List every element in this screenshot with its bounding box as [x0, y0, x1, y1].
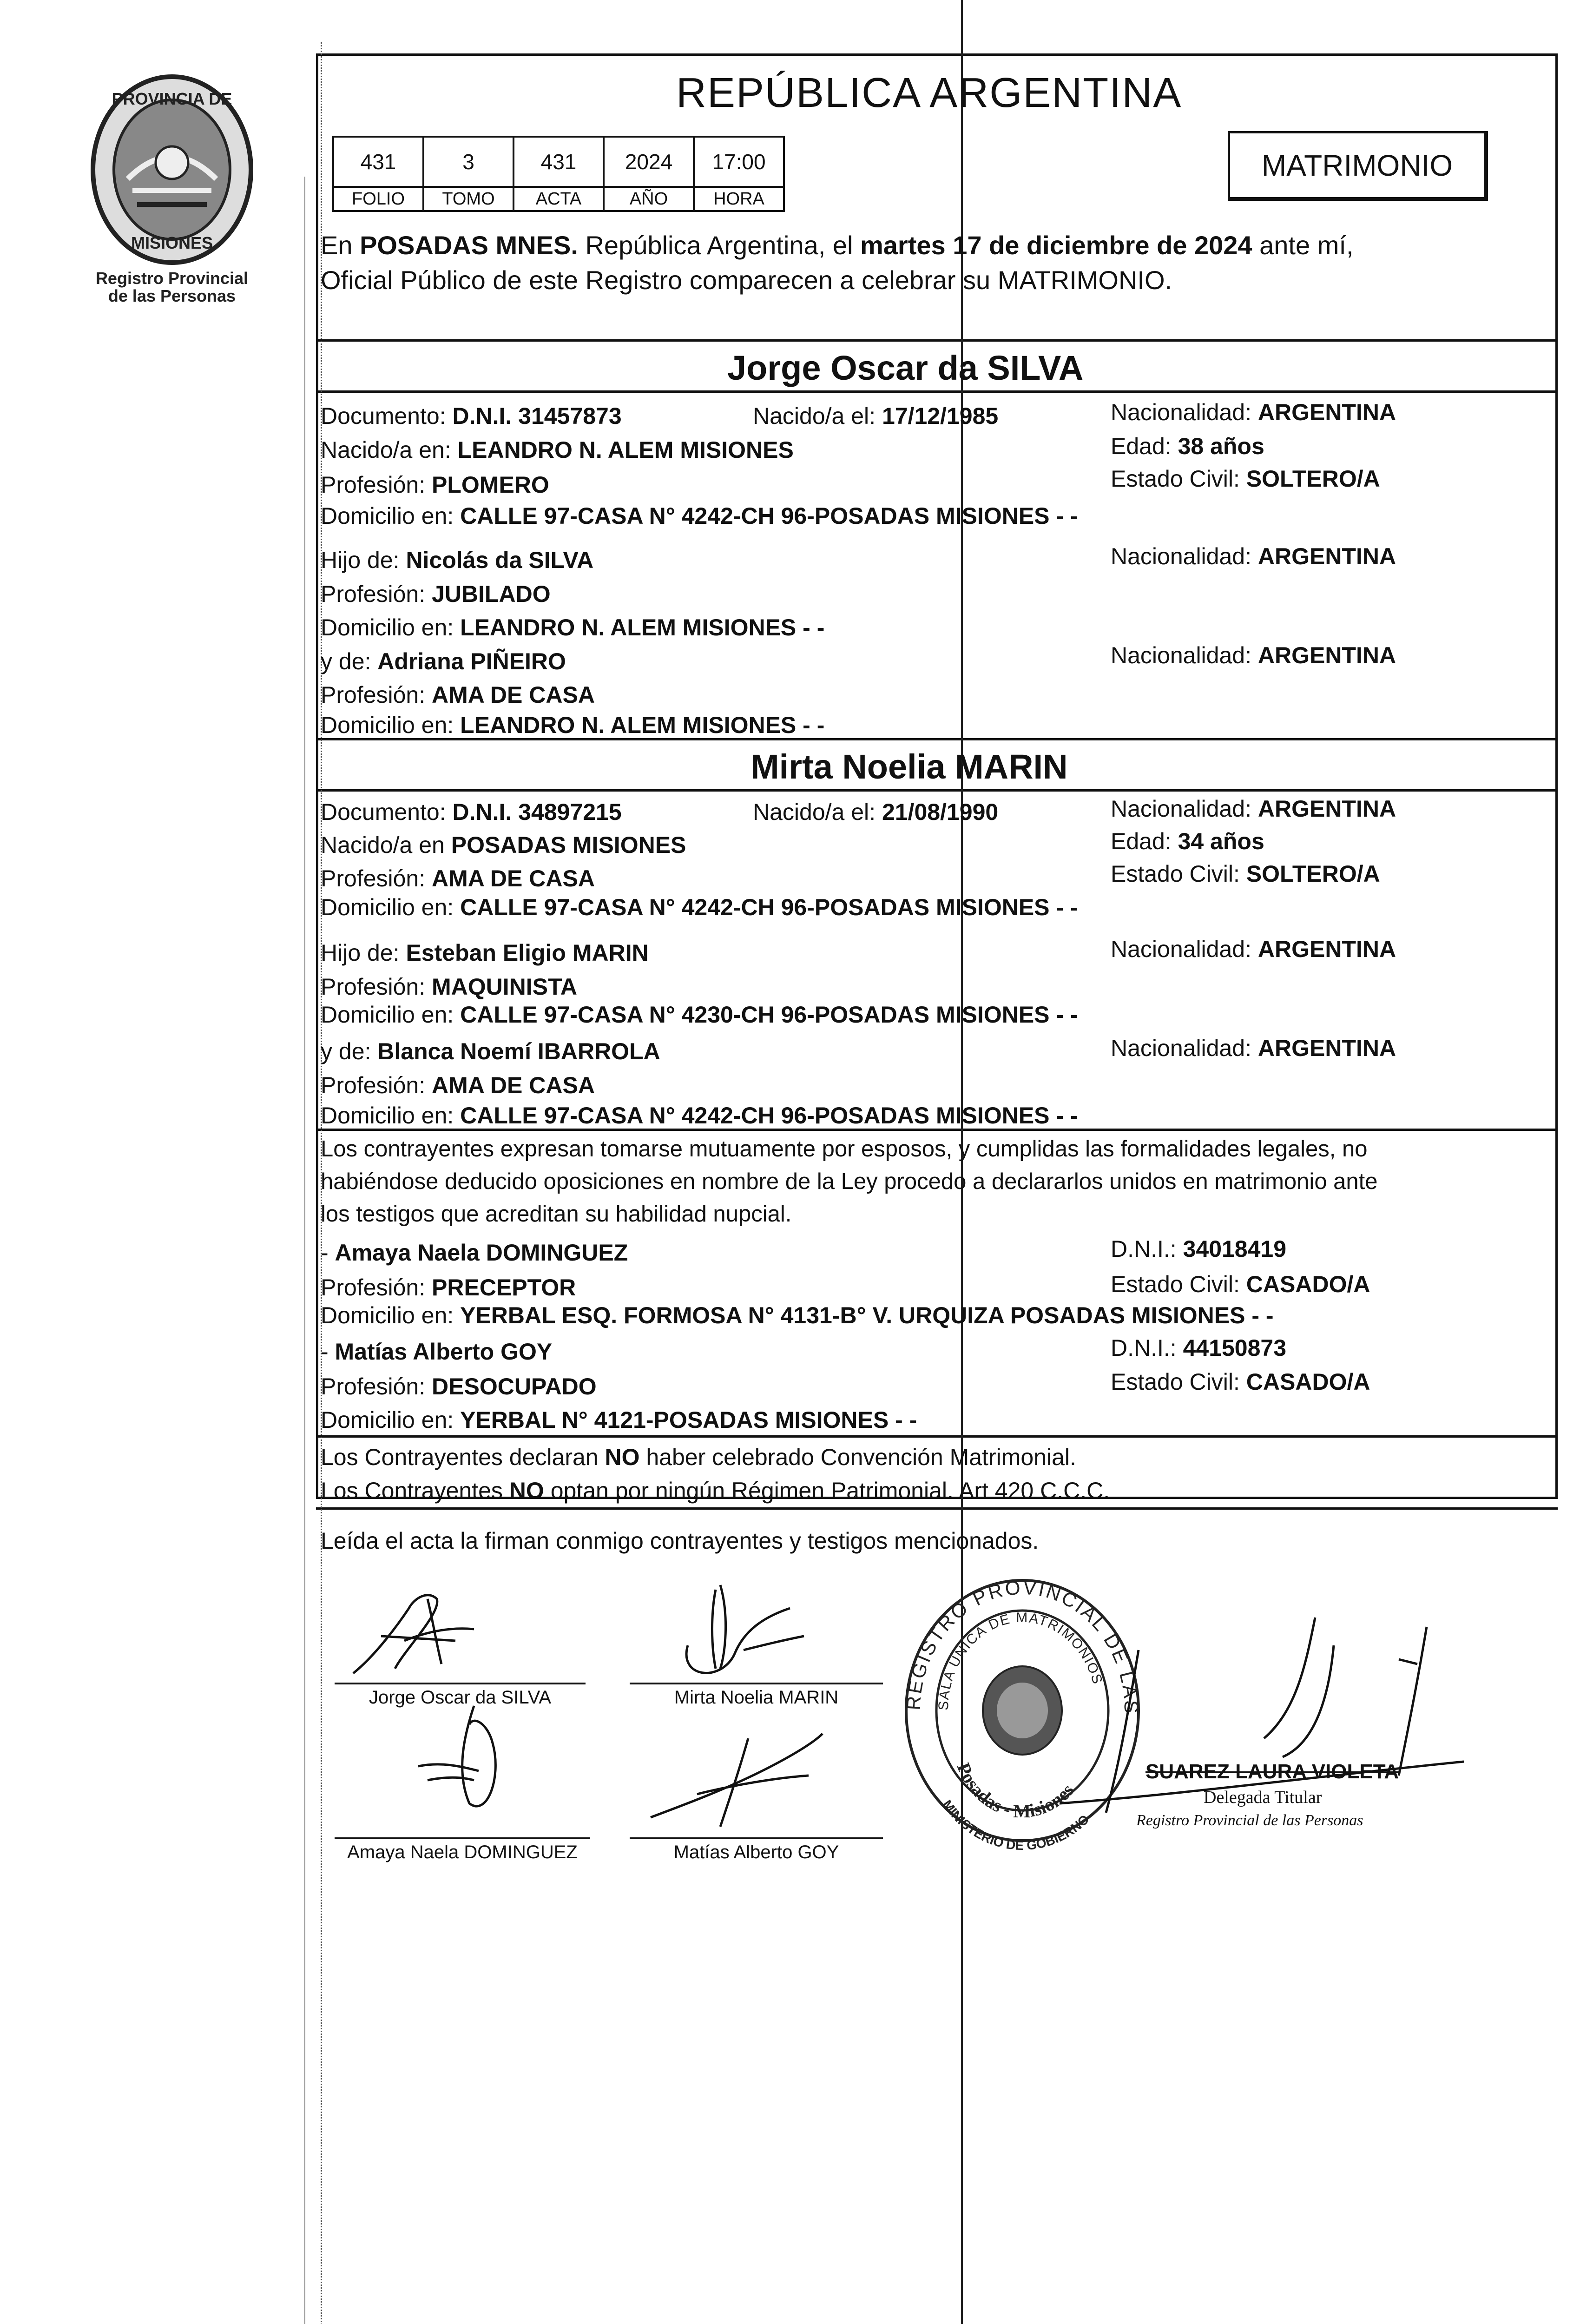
groom-nacionalidad — [1111, 401, 1396, 424]
declaration-line-1: Los contrayentes expresan tomarse mutuamente por esposos, y cumplidas las formalidades legales, no — [321, 1136, 1368, 1162]
witness-1-estado-civil — [1111, 1273, 1370, 1296]
margin-line-left — [304, 177, 305, 2324]
groom-nacido-el — [753, 404, 998, 428]
value: PRECEPTOR — [432, 1274, 576, 1301]
groom-father — [321, 548, 593, 572]
groom-mother — [321, 650, 566, 673]
provincial-emblem-icon — [81, 70, 263, 270]
value: Blanca Noemí IBARROLA — [377, 1038, 660, 1064]
prefix: - — [321, 1240, 335, 1266]
witness-2-estado-civil — [1111, 1370, 1370, 1393]
witness-1-domicilio — [321, 1304, 1274, 1327]
page-title: REPÚBLICA ARGENTINA — [676, 70, 1182, 116]
witness-1-dni — [1111, 1237, 1286, 1261]
bride-father-profesion — [321, 975, 577, 998]
label: Profesión: — [321, 472, 432, 498]
label: Nacionalidad: — [1111, 1035, 1258, 1061]
label: D.N.I.: — [1111, 1236, 1183, 1262]
emphasis: NO — [509, 1478, 544, 1504]
value: LEANDRO N. ALEM MISIONES - - — [460, 614, 825, 640]
label: Nacido/a el: — [753, 799, 882, 825]
closing-text: Leída el acta la firman conmigo contrayentes y testigos mencionados. — [321, 1528, 1039, 1554]
value: YERBAL N° 4121-POSADAS MISIONES - - — [460, 1407, 917, 1433]
value: CALLE 97-CASA N° 4242-CH 96-POSADAS MISIONES - - — [460, 1103, 1078, 1129]
value: 34 años — [1178, 828, 1264, 854]
divider-closing — [316, 1507, 1558, 1510]
witness-2-dni — [1111, 1336, 1286, 1360]
official-office-stamp: Registro Provincial de las Personas — [1136, 1812, 1363, 1829]
label: Domicilio en: — [321, 614, 461, 640]
value: 44150873 — [1183, 1335, 1287, 1361]
intro-line-1 — [321, 232, 1353, 258]
divider-groom-title — [316, 390, 1558, 393]
witness-2-profesion — [321, 1375, 597, 1398]
label: Profesión: — [321, 1072, 432, 1098]
bride-mother-nacionalidad — [1111, 1037, 1396, 1060]
label: Domicilio en: — [321, 1103, 461, 1129]
label: Profesión: — [321, 1373, 432, 1400]
emphasis: NO — [605, 1444, 640, 1470]
tomo-value: 3 — [423, 137, 514, 187]
bride-nacionalidad — [1111, 797, 1396, 820]
value: MAQUINISTA — [432, 974, 577, 1000]
label: Domicilio en: — [321, 712, 461, 738]
bride-edad — [1111, 830, 1264, 853]
value: ARGENTINA — [1257, 936, 1396, 962]
value: AMA DE CASA — [432, 682, 595, 708]
label: y de: — [321, 1038, 378, 1064]
label: Domicilio en: — [321, 1407, 461, 1433]
value: AMA DE CASA — [432, 865, 595, 891]
label: Nacido/a el: — [753, 403, 882, 429]
label: Hijo de: — [321, 940, 406, 966]
witness-1-signature — [400, 1697, 548, 1817]
tomo-label: TOMO — [423, 187, 514, 211]
label: Profesión: — [321, 974, 432, 1000]
divider-bride — [316, 738, 1558, 740]
prefix: - — [321, 1339, 335, 1365]
svg-text:MISIONES: MISIONES — [131, 233, 213, 252]
label: Hijo de: — [321, 547, 406, 573]
label: Nacido/a en: — [321, 437, 458, 463]
value: 34018419 — [1183, 1236, 1287, 1262]
bride-father-domicilio — [321, 1003, 1078, 1026]
value: ARGENTINA — [1257, 642, 1396, 668]
label: Domicilio en: — [321, 894, 461, 920]
bride-mother-domicilio — [321, 1104, 1078, 1127]
declaration-line-3: los testigos que acreditan su habilidad nupcial. — [321, 1202, 792, 1227]
groom-documento — [321, 404, 622, 428]
groom-father-nacionalidad — [1111, 545, 1396, 568]
intro-text: En — [321, 231, 360, 260]
groom-signature-line — [335, 1683, 586, 1684]
bride-father — [321, 941, 649, 964]
acta-value: 431 — [514, 137, 604, 187]
official-signature — [1046, 1590, 1464, 1850]
witness-1-signature-line — [335, 1837, 590, 1839]
intro-text-2: República Argentina, el — [578, 231, 860, 260]
convention-line-2 — [321, 1479, 1110, 1502]
text: Los Contrayentes declaran — [321, 1444, 605, 1470]
bride-domicilio — [321, 896, 1078, 919]
value: POSADAS MISIONES — [451, 832, 686, 858]
official-role-stamp: Delegada Titular — [1204, 1788, 1322, 1807]
groom-mother-nacionalidad — [1111, 644, 1396, 667]
value: CALLE 97-CASA N° 4242-CH 96-POSADAS MISIONES - - — [460, 503, 1078, 529]
bride-mother — [321, 1040, 660, 1063]
bride-estado-civil — [1111, 862, 1380, 885]
anio-label: AÑO — [604, 187, 694, 211]
text-2: optan por ningún Régimen Patrimonial. Art 420 C.C.C. — [544, 1478, 1110, 1504]
label: Profesión: — [321, 682, 432, 708]
witness-1-profesion — [321, 1276, 576, 1299]
acta-label: ACTA — [514, 187, 604, 211]
value: DESOCUPADO — [432, 1373, 597, 1400]
value: CASADO/A — [1246, 1369, 1370, 1395]
value: LEANDRO N. ALEM MISIONES - - — [460, 712, 825, 738]
groom-father-domicilio — [321, 616, 824, 639]
label: Nacionalidad: — [1111, 796, 1258, 822]
hora-label: HORA — [694, 187, 784, 211]
label: Domicilio en: — [321, 503, 461, 529]
divider-header — [316, 339, 1558, 342]
value: D.N.I. 31457873 — [452, 403, 622, 429]
groom-mother-domicilio — [321, 713, 824, 737]
convention-line-1 — [321, 1446, 1076, 1469]
document-type: MATRIMONIO — [1261, 148, 1453, 182]
label: Nacionalidad: — [1111, 936, 1258, 962]
label: y de: — [321, 648, 378, 674]
groom-estado-civil — [1111, 467, 1380, 490]
witness-2-signature — [641, 1724, 850, 1836]
bride-nacido-en — [321, 833, 686, 857]
value: LEANDRO N. ALEM MISIONES — [457, 437, 794, 463]
label: Estado Civil: — [1111, 466, 1246, 492]
value: 17/12/1985 — [882, 403, 999, 429]
groom-profesion — [321, 473, 549, 496]
value: ARGENTINA — [1257, 1035, 1396, 1061]
witness-2-signature-caption: Matías Alberto GOY — [673, 1842, 839, 1862]
text-2: haber celebrado Convención Matrimonial. — [639, 1444, 1076, 1470]
witness-2-signature-line — [630, 1837, 883, 1839]
bride-mother-profesion — [321, 1074, 595, 1097]
groom-nacido-en — [321, 438, 794, 462]
folio-label: FOLIO — [333, 187, 423, 211]
bride-documento — [321, 800, 622, 824]
witness-2-domicilio — [321, 1408, 917, 1432]
divider-bride-title — [316, 789, 1558, 792]
logo-caption-line2: de las Personas — [108, 286, 236, 305]
seal-bottom-text: Posadas - Misiones — [953, 1760, 1078, 1822]
value: ARGENTINA — [1257, 796, 1396, 822]
seal-ministry-text: MINISTERIO DE GOBIERNO — [940, 1797, 1092, 1850]
value: JUBILADO — [432, 581, 551, 607]
value: D.N.I. 34897215 — [452, 799, 622, 825]
value: Matías Alberto GOY — [335, 1339, 553, 1365]
bride-signature — [651, 1576, 836, 1687]
witness-1-name — [321, 1241, 628, 1264]
value: Adriana PIÑEIRO — [377, 648, 566, 674]
label: Estado Civil: — [1111, 861, 1246, 887]
value: CASADO/A — [1246, 1271, 1370, 1297]
value: SOLTERO/A — [1246, 861, 1380, 887]
divider-convention — [316, 1435, 1558, 1438]
witness-1-signature-caption: Amaya Naela DOMINGUEZ — [347, 1842, 578, 1862]
value: AMA DE CASA — [432, 1072, 595, 1098]
groom-edad — [1111, 435, 1264, 458]
value: Amaya Naela DOMINGUEZ — [335, 1240, 628, 1266]
value: ARGENTINA — [1257, 543, 1396, 569]
text: Los Contrayentes — [321, 1478, 509, 1504]
label: Domicilio en: — [321, 1302, 461, 1328]
label: Estado Civil: — [1111, 1369, 1246, 1395]
label: Domicilio en: — [321, 1002, 461, 1028]
intro-place: POSADAS MNES. — [360, 231, 578, 260]
groom-name: Jorge Oscar da SILVA — [727, 349, 1084, 387]
value: PLOMERO — [432, 472, 549, 498]
groom-father-profesion — [321, 582, 551, 606]
value: CALLE 97-CASA N° 4242-CH 96-POSADAS MISIONES - - — [460, 894, 1078, 920]
label: Estado Civil: — [1111, 1271, 1246, 1297]
registry-logo — [81, 70, 263, 311]
bride-signature-line — [630, 1683, 883, 1684]
bride-signature-caption: Mirta Noelia MARIN — [674, 1687, 839, 1708]
folio-value: 431 — [333, 137, 423, 187]
groom-signature-caption: Jorge Oscar da SILVA — [369, 1687, 552, 1708]
label: Nacionalidad: — [1111, 543, 1258, 569]
value: ARGENTINA — [1257, 399, 1396, 425]
document-type-box — [1228, 131, 1488, 201]
seal-outer-text: REGISTRO PROVINCIAL DE LAS — [902, 1576, 1143, 1716]
registry-table — [332, 136, 785, 212]
label: Documento: — [321, 799, 453, 825]
anio-value: 2024 — [604, 137, 694, 187]
label: Edad: — [1111, 828, 1178, 854]
divider-declaration — [316, 1129, 1558, 1131]
label: Nacido/a en — [321, 832, 451, 858]
label: Nacionalidad: — [1111, 642, 1258, 668]
label: Edad: — [1111, 433, 1178, 459]
value: Nicolás da SILVA — [406, 547, 594, 573]
label: Profesión: — [321, 865, 432, 891]
label: Profesión: — [321, 1274, 432, 1301]
groom-signature — [335, 1580, 502, 1687]
bride-profesion — [321, 867, 595, 890]
value: 21/08/1990 — [882, 799, 999, 825]
value: SOLTERO/A — [1246, 466, 1380, 492]
bride-name: Mirta Noelia MARIN — [750, 747, 1068, 786]
groom-mother-profesion — [321, 683, 595, 706]
label: Profesión: — [321, 581, 432, 607]
logo-caption-line1: Registro Provincial — [95, 269, 249, 288]
value: YERBAL ESQ. FORMOSA N° 4131-B° V. URQUIZA POSADAS MISIONES - - — [460, 1302, 1274, 1328]
svg-text:PROVINCIA DE: PROVINCIA DE — [112, 89, 232, 108]
groom-domicilio — [321, 504, 1078, 528]
value: CALLE 97-CASA N° 4230-CH 96-POSADAS MISIONES - - — [460, 1002, 1078, 1028]
value: Esteban Eligio MARIN — [406, 940, 649, 966]
witness-2-name — [321, 1340, 552, 1363]
label: Nacionalidad: — [1111, 399, 1258, 425]
intro-text-3: ante mí, — [1252, 231, 1354, 260]
official-name-stamp: SUAREZ LAURA VIOLETA — [1146, 1760, 1399, 1783]
intro-line-2: Oficial Público de este Registro comparecen a celebrar su MATRIMONIO. — [321, 265, 1172, 295]
intro-date: martes 17 de diciembre de 2024 — [860, 231, 1252, 260]
label: D.N.I.: — [1111, 1335, 1183, 1361]
declaration-line-2: habiéndose deducido oposiciones en nombre de la Ley procedo a declararlos unidos en matrimonio ante — [321, 1169, 1378, 1194]
hora-value: 17:00 — [694, 137, 784, 187]
bride-nacido-el — [753, 800, 998, 824]
label: Documento: — [321, 403, 453, 429]
seal-inner-text: SALA ÚNICA DE MATRIMONIOS — [935, 1610, 1106, 1711]
value: 38 años — [1178, 433, 1264, 459]
bride-father-nacionalidad — [1111, 938, 1396, 961]
